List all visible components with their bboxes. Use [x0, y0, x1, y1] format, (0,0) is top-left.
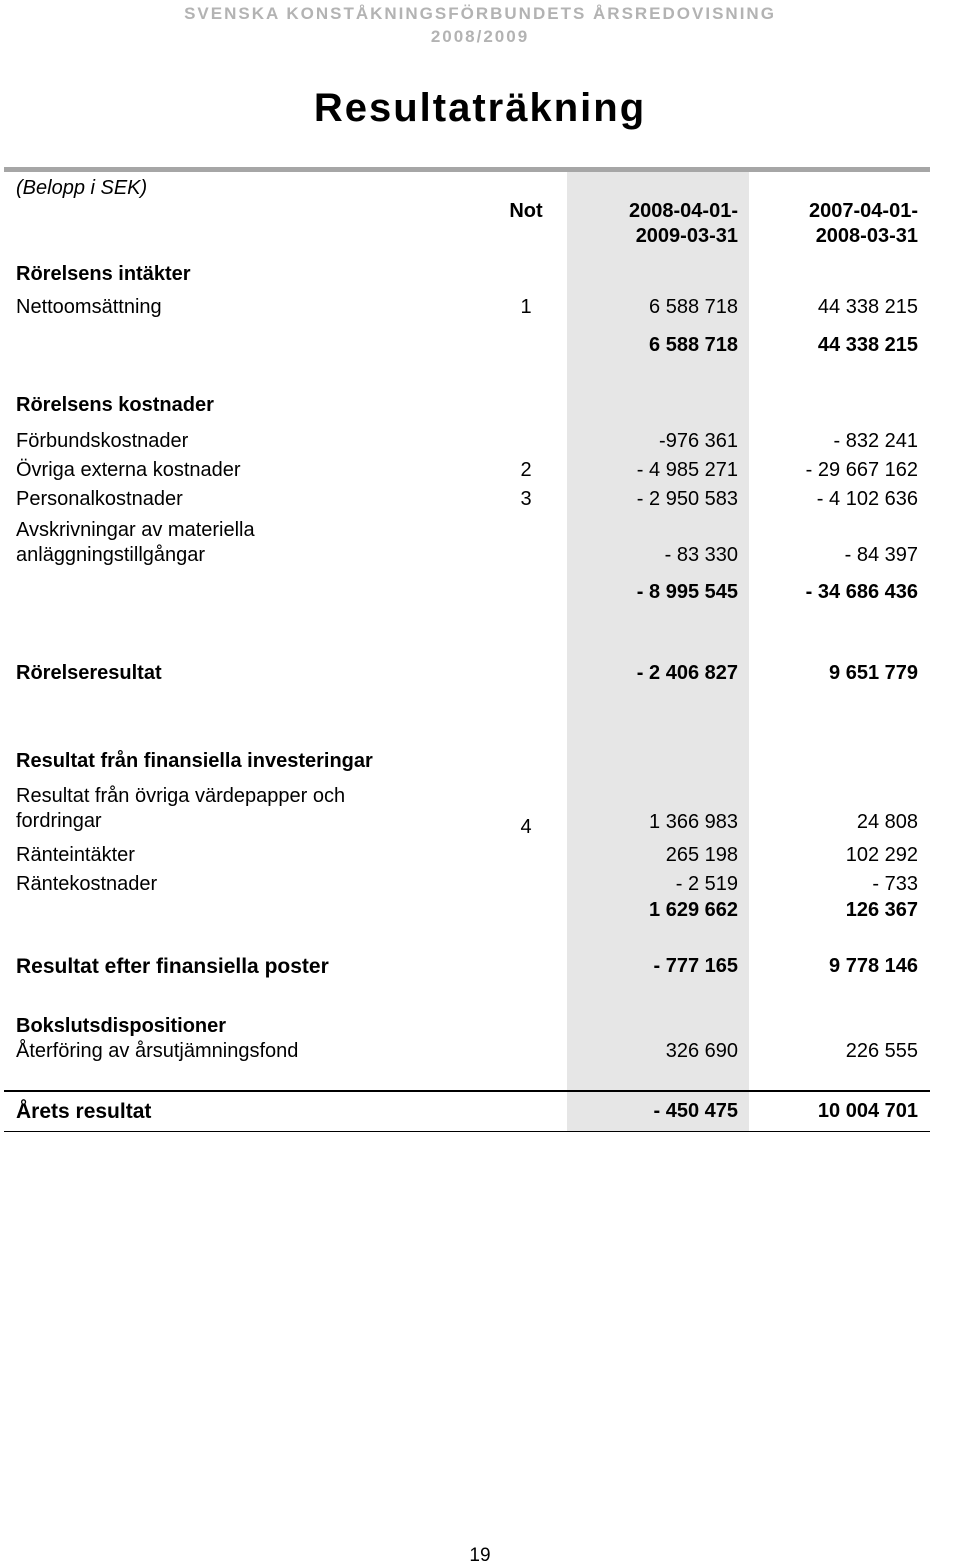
row-v1-ovriga-externa: - 4 985 271 — [636, 459, 738, 481]
sum-v1-kostnader: - 8 995 545 — [636, 581, 738, 603]
row-v1-avskrivningar: - 83 330 — [664, 544, 738, 566]
row-v2-vardepapper: 24 808 — [856, 811, 918, 833]
row-v2-avskrivningar: - 84 397 — [844, 544, 918, 566]
page-number: 19 — [469, 1545, 491, 1566]
row-v1-rorelseresultat: - 2 406 827 — [636, 662, 738, 684]
row-v2-rantekostnader: - 733 — [872, 873, 918, 895]
top-rule — [4, 167, 930, 172]
row-v2-aterforing: 226 555 — [845, 1040, 918, 1062]
page-title: Resultaträkning — [313, 86, 647, 130]
section-heading-intakter: Rörelsens intäkter — [16, 263, 191, 285]
row-v1-vardepapper: 1 366 983 — [649, 811, 738, 833]
period1-header-line1: 2008-04-01- — [629, 200, 738, 222]
row-v1-rantekostnader: - 2 519 — [675, 873, 738, 895]
row-v2-arets-resultat: 10 004 701 — [817, 1100, 918, 1122]
sum-v2-kostnader: - 34 686 436 — [805, 581, 918, 603]
sum-v1-finansiella: 1 629 662 — [649, 899, 738, 921]
sum-v2-intakter: 44 338 215 — [817, 334, 918, 356]
unit-label: (Belopp i SEK) — [16, 177, 148, 199]
row-label-personalkostnader: Personalkostnader — [16, 488, 183, 510]
row-not-ovriga-externa: 2 — [520, 459, 532, 481]
row-label-ovriga-externa: Övriga externa kostnader — [16, 459, 241, 481]
row-label-avskrivningar-line2: anläggningstillgångar — [16, 544, 206, 566]
row-not-vardepapper: 4 — [520, 816, 532, 838]
row-label-efter-finansiella: Resultat efter finansiella poster — [16, 955, 329, 978]
row-label-aterforing: Återföring av årsutjämningsfond — [16, 1040, 299, 1062]
row-v2-rorelseresultat: 9 651 779 — [829, 662, 918, 684]
row-label-forbundskostnader: Förbundskostnader — [16, 430, 189, 452]
not-column-header: Not — [509, 200, 543, 222]
row-v2-ovriga-externa: - 29 667 162 — [805, 459, 918, 481]
row-v1-nettoomsattning: 6 588 718 — [649, 296, 738, 318]
bottom-rule — [4, 1131, 930, 1132]
row-label-rorelseresultat: Rörelseresultat — [16, 662, 162, 684]
section-heading-bokslut: Bokslutsdispositioner — [16, 1015, 227, 1037]
period2-header-line1: 2007-04-01- — [809, 200, 918, 222]
sum-v1-intakter: 6 588 718 — [649, 334, 738, 356]
period2-header-line2: 2008-03-31 — [815, 225, 918, 247]
row-label-vardepapper-line2: fordringar — [16, 810, 102, 832]
row-not-nettoomsattning: 1 — [520, 296, 532, 318]
row-v1-efter-finansiella: - 777 165 — [653, 955, 738, 977]
section-heading-finansiella: Resultat från finansiella investeringar — [16, 750, 373, 772]
row-label-rantekostnader: Räntekostnader — [16, 873, 158, 895]
row-v1-personalkostnader: - 2 950 583 — [636, 488, 738, 510]
section-heading-kostnader: Rörelsens kostnader — [16, 394, 214, 416]
row-not-personalkostnader: 3 — [520, 488, 532, 510]
row-v1-forbundskostnader: -976 361 — [659, 430, 738, 452]
row-label-nettoomsattning: Nettoomsättning — [16, 296, 162, 318]
row-v2-nettoomsattning: 44 338 215 — [817, 296, 918, 318]
report-year: 2008/2009 — [430, 27, 530, 46]
sum-v2-finansiella: 126 367 — [845, 899, 918, 921]
row-label-vardepapper-line1: Resultat från övriga värdepapper och — [16, 785, 346, 807]
row-v1-aterforing: 326 690 — [665, 1040, 738, 1062]
total-rule — [4, 1090, 930, 1092]
row-v2-forbundskostnader: - 832 241 — [833, 430, 918, 452]
row-label-ranteintakter: Ränteintäkter — [16, 844, 135, 866]
report-header: SVENSKA KONSTÅKNINGSFÖRBUNDETS ÅRSREDOVISNING — [184, 4, 776, 23]
row-v1-arets-resultat: - 450 475 — [653, 1100, 738, 1122]
row-v2-efter-finansiella: 9 778 146 — [829, 955, 918, 977]
row-v1-ranteintakter: 265 198 — [665, 844, 738, 866]
row-label-arets-resultat: Årets resultat — [16, 1100, 152, 1123]
row-v2-personalkostnader: - 4 102 636 — [816, 488, 918, 510]
row-label-avskrivningar-line1: Avskrivningar av materiella — [16, 519, 255, 541]
period1-header-line2: 2009-03-31 — [635, 225, 738, 247]
row-v2-ranteintakter: 102 292 — [845, 844, 918, 866]
